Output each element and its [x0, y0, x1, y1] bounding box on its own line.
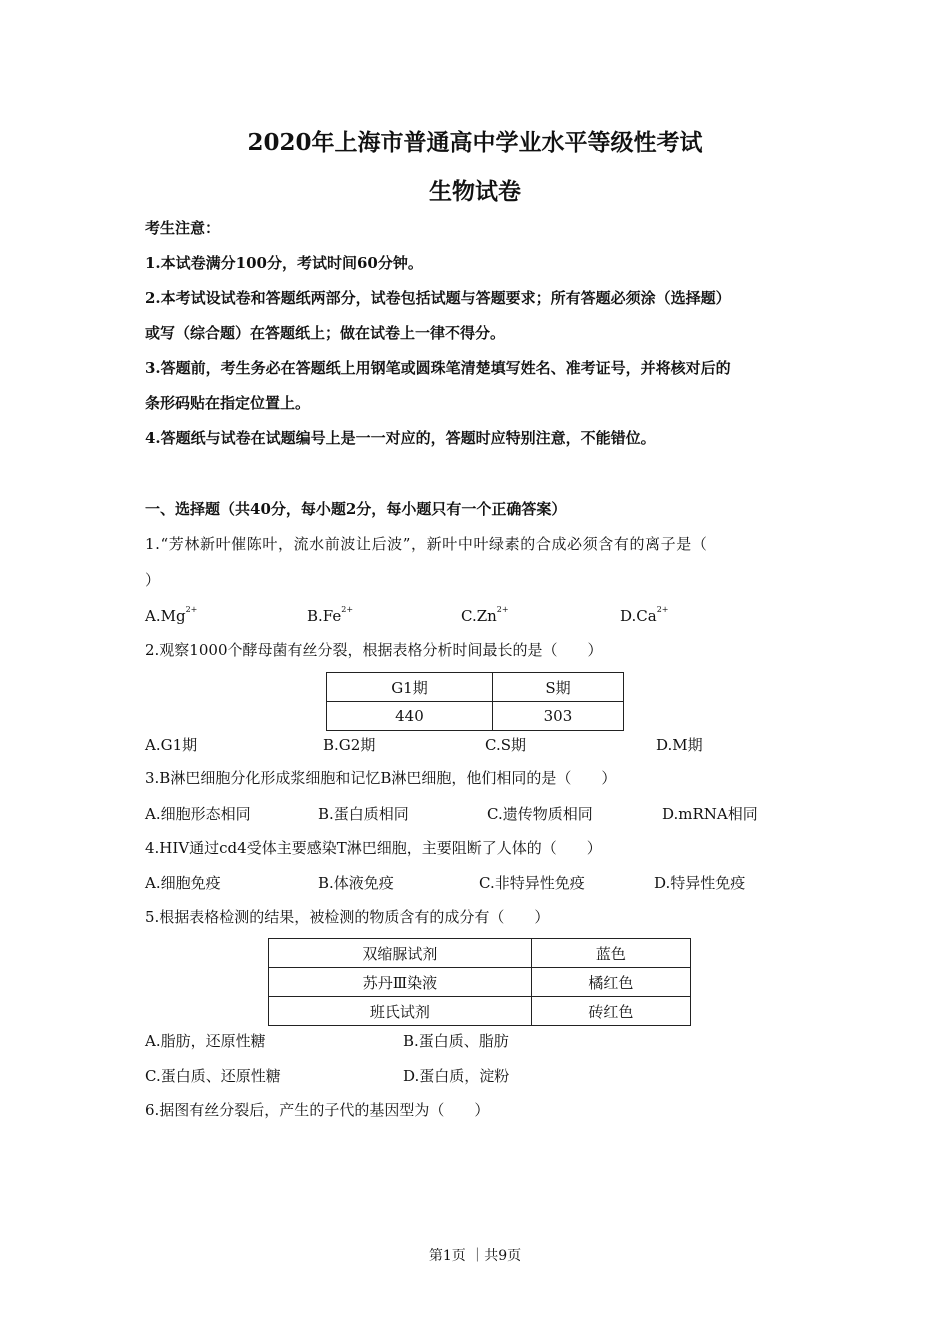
- page-subtitle: 生物试卷: [429, 178, 521, 205]
- option-c: C.遗传物质相同: [487, 805, 593, 823]
- page-title: 2020年上海市普通高中学业水平等级性考试: [247, 129, 703, 156]
- reagent-table: 双缩脲试剂 蓝色 苏丹Ⅲ染液 橘红色 班氏试剂 砖红色: [268, 938, 691, 1026]
- option-b: B.体液免疫: [318, 874, 394, 892]
- option-a: A.G1期: [145, 736, 198, 754]
- option-a: A.细胞免疫: [145, 874, 221, 892]
- option-d: $D.Ca^{2+}$: [620, 605, 669, 625]
- notice-line: 3.答题前，考生务必在答题纸上用钢笔或圆珠笔清楚填写姓名、准考证号，并将核对后的: [145, 359, 731, 377]
- notice-line: 2.本考试设试卷和答题纸两部分，试卷包括试题与答题要求；所有答题必须涂（选择题）: [145, 289, 731, 307]
- option-d: D.M期: [656, 736, 703, 754]
- question-stem: 6.据图有丝分裂后，产生的子代的基因型为（ ）: [145, 1101, 490, 1119]
- notice-line: 4.答题纸与试卷在试题编号上是一一对应的，答题时应特别注意，不能错位。: [145, 429, 656, 447]
- section-heading: 一、选择题（共40分，每小题2分，每小题只有一个正确答案）: [145, 500, 567, 518]
- question-stem: 4.HIV通过cd4受体主要感染T淋巴细胞，主要阻断了人体的（ ）: [145, 839, 602, 857]
- question-stem: 5.根据表格检测的结果，被检测的物质含有的成分有（ ）: [145, 908, 550, 926]
- question-stem: 2.观察1000个酵母菌有丝分裂，根据表格分析时间最长的是（ ）: [145, 641, 603, 659]
- option-b: $B.Fe^{2+}$: [307, 605, 354, 625]
- cell-cycle-table: G1期 S期 440 303: [326, 672, 624, 731]
- question-stem: 3.B淋巴细胞分化形成浆细胞和记忆B淋巴细胞，他们相同的是（ ）: [145, 769, 617, 787]
- notice-heading: 考生注意：: [145, 219, 221, 237]
- option-b: B.G2期: [323, 736, 376, 754]
- option-c: C.非特异性免疫: [479, 874, 585, 892]
- option-d: D.蛋白质，淀粉: [403, 1067, 510, 1085]
- option-c: C.蛋白质、还原性糖: [145, 1067, 281, 1085]
- option-a: A.细胞形态相同: [145, 805, 251, 823]
- option-a: A.脂肪，还原性糖: [145, 1032, 266, 1050]
- question-stem: 1.“芳林新叶催陈叶，流水前波让后波”，新叶中叶绿素的合成必须含有的离子是（: [145, 535, 708, 553]
- notice-line: 条形码贴在指定位置上。: [145, 394, 311, 412]
- option-c: C.S期: [485, 736, 526, 754]
- notice-line: 1.本试卷满分100分，考试时间60分钟。: [145, 254, 423, 272]
- option-c: $C.Zn^{2+}$: [461, 605, 509, 625]
- page-footer: 第1页 ｜共9页: [428, 1248, 522, 1264]
- question-stem-cont: ）: [145, 571, 161, 589]
- option-b: B.蛋白质、脂肪: [403, 1032, 509, 1050]
- notice-line: 或写（综合题）在答题纸上；做在试卷上一律不得分。: [145, 324, 506, 342]
- option-d: D.特异性免疫: [654, 874, 746, 892]
- option-b: B.蛋白质相同: [318, 805, 409, 823]
- option-d: D.mRNA相同: [662, 805, 758, 823]
- option-a: $A.Mg^{2+}$: [145, 605, 198, 625]
